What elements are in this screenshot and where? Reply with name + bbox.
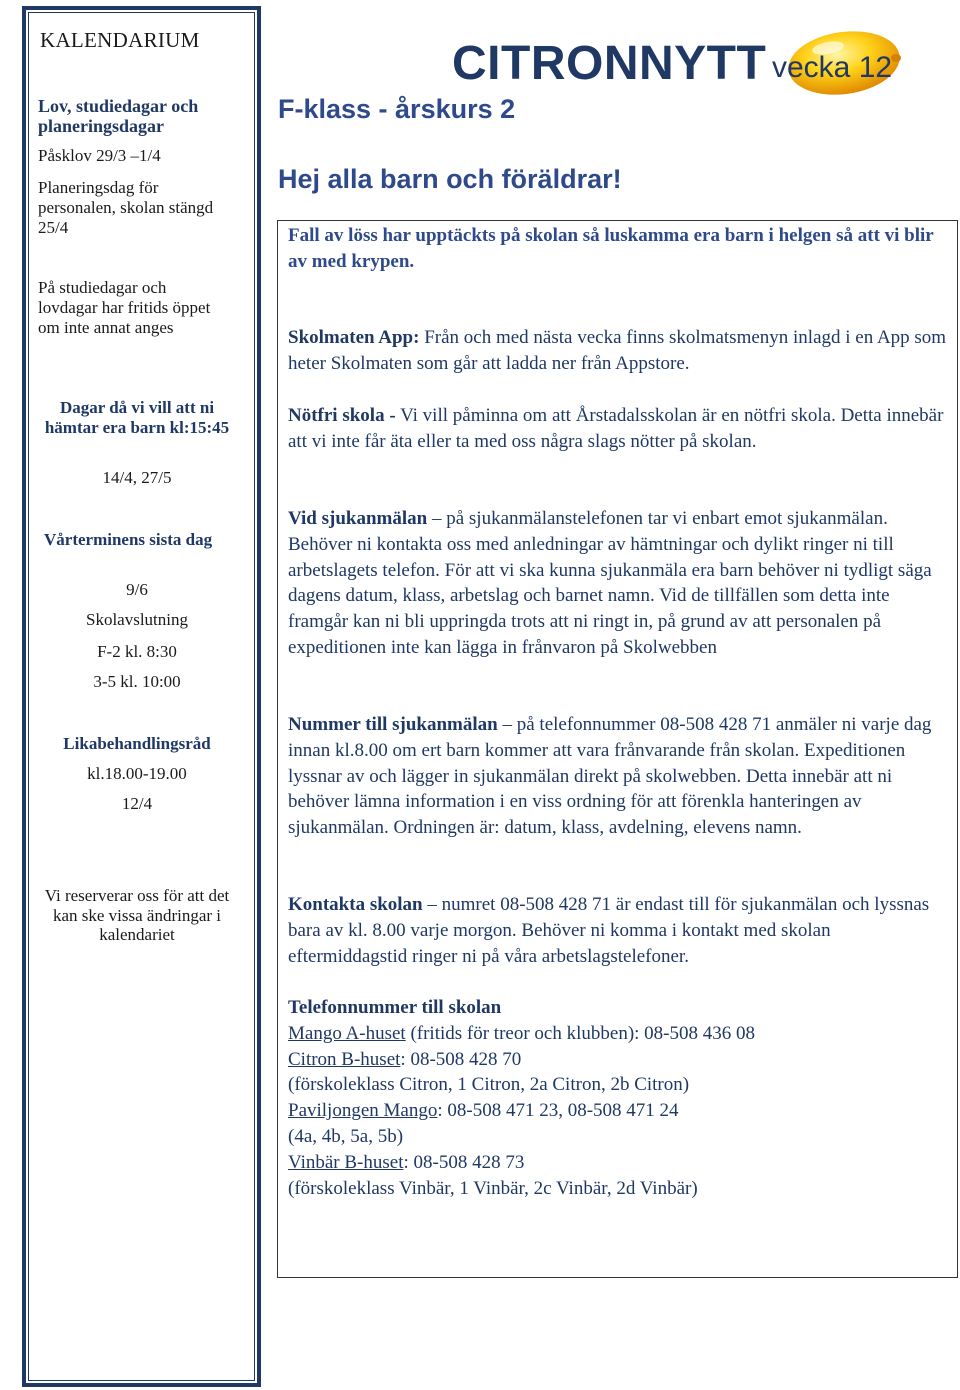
pickup-heading: Dagar då vi vill att ni hämtar era barn kl:15:45 (44, 398, 230, 437)
paviljongen-text: : 08-508 471 23, 08-508 471 24 (437, 1100, 679, 1122)
greeting-heading: Hej alla barn och föräldrar! (278, 164, 622, 194)
sick-report-label: Vid sjukanmälan (288, 508, 428, 529)
paviljongen-note: (4a, 4b, 5a, 5b) (288, 1125, 404, 1147)
pickup-dates: 14/4, 27/5 (102, 468, 172, 487)
nut-free-paragraph (288, 403, 948, 455)
school-closing: Skolavslutning (85, 610, 188, 629)
nut-free-text: Vi vill påminna om att Årstadalsskolan är en nötfri skola. Detta innebär att vi inte får äta eller ta med oss några slags nötter på skolan. (288, 405, 944, 452)
fritids-note: På studiedagar och lovdagar har fritids öppet om inte annat anges (38, 278, 211, 337)
lice-notice: Fall av löss har upptäckts på skolan så luskamma era barn i helgen så att vi blir av med krypen. (288, 225, 934, 272)
sick-report-paragraph (288, 506, 948, 661)
vinbar-b-label: Vinbär B-huset (288, 1151, 404, 1173)
citron-b-text: : 08-508 428 70 (400, 1048, 522, 1070)
contact-school-paragraph (288, 892, 948, 969)
citron-b-label: Citron B-huset (288, 1048, 401, 1070)
equality-council-time: kl.18.00-19.00 (87, 764, 187, 783)
mango-a-text: (fritids för treor och klubben): 08-508 436 08 (405, 1022, 755, 1044)
grade-subtitle: F-klass - årskurs 2 (278, 94, 516, 124)
contact-school-label: Kontakta skolan (288, 894, 423, 915)
calendar-sidebar (22, 6, 261, 1387)
equality-council-date: 12/4 (121, 794, 153, 813)
sick-number-paragraph (288, 712, 948, 841)
equality-council-heading: Likabehandlingsråd (63, 734, 211, 753)
skolmaten-label: Skolmaten App: (288, 327, 420, 348)
phone-list (288, 995, 948, 1201)
paviljongen-label: Paviljongen Mango (288, 1100, 438, 1122)
reservation-note: Vi reserverar oss för att det kan ske vissa ändringar i kalendariet (44, 886, 230, 944)
week-number: vecka 12 (772, 51, 893, 84)
term-end-date: 9/6 (126, 580, 148, 599)
sick-number-label: Nummer till sjukanmälan (288, 714, 498, 735)
phone-list-heading: Telefonnummer till skolan (288, 997, 502, 1018)
sick-number-text: – på telefonnummer 08-508 428 71 anmäler ni varje dag innan kl.8.00 om ert barn kommer att vara frånvarande från skolan. Expeditionen lyssnar av och lägger in sjukanmälan direkt på skolwebben. Detta innebär att ni behöver lämna information i en viss ordning för att förenkla hanteringen av sjukanmälan. Ordningen är: datum, klass, avdelning, elevens namn. (288, 714, 932, 839)
nut-free-label: Nötfri skola - (288, 405, 396, 426)
mango-a-label: Mango A-huset (288, 1022, 406, 1044)
planning-day: Planeringsdag för personalen, skolan stängd 25/4 (38, 178, 214, 237)
easter-holiday: Påsklov 29/3 –1/4 (38, 146, 161, 165)
newsletter-brand: CITRONNYTT (452, 37, 767, 90)
calendar-title: KALENDARIUM (40, 28, 200, 52)
vinbar-b-text: : 08-508 428 73 (403, 1151, 525, 1173)
skolmaten-paragraph (288, 325, 948, 377)
vinbar-b-note: (förskoleklass Vinbär, 1 Vinbär, 2c Vinbär, 2d Vinbär) (288, 1177, 698, 1199)
term-end-heading: Vårterminens sista dag (44, 530, 213, 549)
skolmaten-text: Från och med nästa vecka finns skolmatsmenyn inlagd i en App som heter Skolmaten som går att ladda ner från Appstore. (288, 327, 947, 374)
sick-report-text: – på sjukanmälanstelefonen tar vi enbart emot sjukanmälan. Behöver ni kontakta oss med anledningar av hämtningar och dylikt ringer ni till arbetslagets telefon. För att vi ska kunna sjukanmäla era barn behöver ni tydligt säga dagens datum, klass, arbetslag och barnet namn. Vid de tillfällen som detta inte framgår kan ni bli uppringda trots att ni ringt in, på grund av att personalen på expeditionen inte kan lägga in frånvaron på Skolwebben (288, 508, 932, 658)
holiday-heading: Lov, studiedagar och planeringsdagar (38, 96, 199, 136)
contact-school-text: – numret 08-508 428 71 är endast till för sjukanmälan och lyssnas bara av kl. 8.00 varje morgon. Behöver ni komma i kontakt med skolan eftermiddagstid ringer ni på våra arbetslagstelefoner. (288, 894, 930, 967)
closing-35: 3-5 kl. 10:00 (93, 672, 181, 691)
main-content-box (277, 220, 958, 1278)
citron-b-note: (förskoleklass Citron, 1 Citron, 2a Citron, 2b Citron) (288, 1074, 690, 1096)
closing-f2: F-2 kl. 8:30 (97, 642, 177, 661)
